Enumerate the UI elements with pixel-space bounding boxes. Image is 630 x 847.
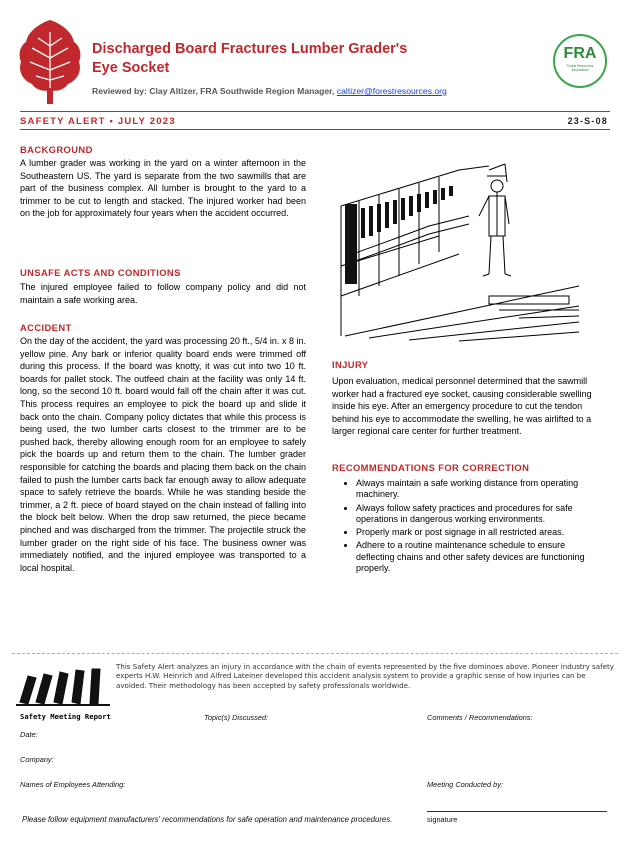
reviewed-by xyxy=(92,86,447,96)
header-rule-top xyxy=(20,111,610,112)
header-rule-bottom xyxy=(20,129,610,130)
recommendation-item: • Always maintain a safe working distance from operating machinery. xyxy=(356,478,604,501)
trimmer-illustration xyxy=(339,146,589,342)
page-title xyxy=(92,40,512,78)
topics-label: Topic(s) Discussed: xyxy=(204,713,269,722)
safety-alert-label: SAFETY ALERT • JULY 2023 xyxy=(20,116,176,127)
meeting-report-label: Safety Meeting Report xyxy=(20,712,111,721)
names-label: Names of Employees Attending: xyxy=(20,780,126,789)
recommendation-item: • Adhere to a routine maintenance schedule to ensure deflecting chains and other safety devices are functioning properly. xyxy=(356,540,604,574)
manufacturer-note: Please follow equipment manufacturers' recommendations for safe operation and maintenance procedures. xyxy=(22,815,393,824)
background-text: A lumber grader was working in the yard on a winter afternoon in the Southeastern US. The yard is separate from the two sawmills that are part of the business complex. All lumber is brought to the yard to a trimmer to be cut to length and stacked. The injured worker had been on the job for approximately four years when the accident occurred. xyxy=(20,158,306,219)
reviewer-email-link[interactable]: caltizer@forestresources.org xyxy=(336,86,447,96)
injury-heading: INJURY xyxy=(332,359,369,370)
company-label: Company: xyxy=(20,755,54,764)
accident-heading: ACCIDENT xyxy=(20,322,72,333)
recommendation-item: • Properly mark or post signage in all restricted areas. xyxy=(356,527,604,538)
background-heading: BACKGROUND xyxy=(20,144,93,155)
fra-logo xyxy=(553,34,607,88)
date-label: Date: xyxy=(20,730,38,739)
domino-chain-icon xyxy=(14,664,112,708)
recommendation-item: • Always follow safety practices and procedures for safe operations in dangerous working environments. xyxy=(356,503,604,526)
footer-dashed-rule xyxy=(12,653,618,654)
title-line-2: Eye Socket xyxy=(92,60,170,76)
title-line-1: Discharged Board Fractures Lumber Grader's xyxy=(92,41,408,57)
unsafe-text: The injured employee failed to follow company policy and did not maintain a safe working area. xyxy=(20,282,306,305)
signature-label: signature xyxy=(427,815,458,824)
recommendations-list xyxy=(332,478,604,576)
comments-label: Comments / Recommendations: xyxy=(427,713,533,722)
unsafe-heading: UNSAFE ACTS AND CONDITIONS xyxy=(20,267,181,278)
alert-code: 23-S-08 xyxy=(567,116,608,126)
reviewer-name: Clay Altizer, FRA Southwide Region Manager, xyxy=(149,86,335,96)
tree-logo-icon xyxy=(18,18,82,106)
accident-text: On the day of the accident, the yard was processing 20 ft., 5/4 in. x 8 in. yellow pine. Any bark or inferior quality board ends were trimmed off during this process. If the board was knotty, it was cut into two 10 ft. boards for pallet stock. The outfeed chain at the facility was only 14 ft. long, so the second 10 ft. board would fall off the chain after it was cut. This process requires an employee to pick the board up and slide it back onto the chain. Company policy dictates that while this process is being used, the two lumber carts closest to the trimmer are to be pushed back, thereby allowing enough room for an employee to safely pick the boards up and return them to the chain. The lumber grader responsible for catching the boards and placing them back on the chain failed to push the lumber carts back far enough away to allow adequate space to safely retrieve the boards. While he was standing beside the trimmer, a 2 ft. piece of board stayed on the chain instead of falling into the block belt below. When the drop saw returned, the piece became pinched and was discharged from the trimmer. The projectile struck the lumber grader on the right side of his face. The business owner was immediately notified, and the injured employee was transported to a local hospital. xyxy=(20,336,306,573)
recommendations-heading: RECOMMENDATIONS FOR CORRECTION xyxy=(332,462,530,473)
signature-line xyxy=(427,811,607,812)
reviewed-prefix: Reviewed by: xyxy=(92,86,147,96)
injury-text: Upon evaluation, medical personnel determined that the sawmill worker had a fractured eye socket, causing considerable swelling inside his eye. After an emergency procedure to cut the tendon behind his eye to accommodate the swelling, he was airlifted to a larger regional care center for further treatment. xyxy=(332,376,592,437)
fra-logo-text: FRA xyxy=(563,45,597,62)
fra-logo-subtext: Forest Resources Association xyxy=(566,64,594,73)
conducted-label: Meeting Conducted by: xyxy=(427,780,504,789)
domino-disclaimer: This Safety Alert analyzes an injury in accordance with the chain of events represented by the five dominoes above. Pioneer industry safety experts H.W. Heinrich and Alfred Lateiner developed this accident analysis system to provide a graphic sense of how injuries can be avoided. Their methodology has been accepted by safety professionals worldwide. xyxy=(116,662,614,690)
